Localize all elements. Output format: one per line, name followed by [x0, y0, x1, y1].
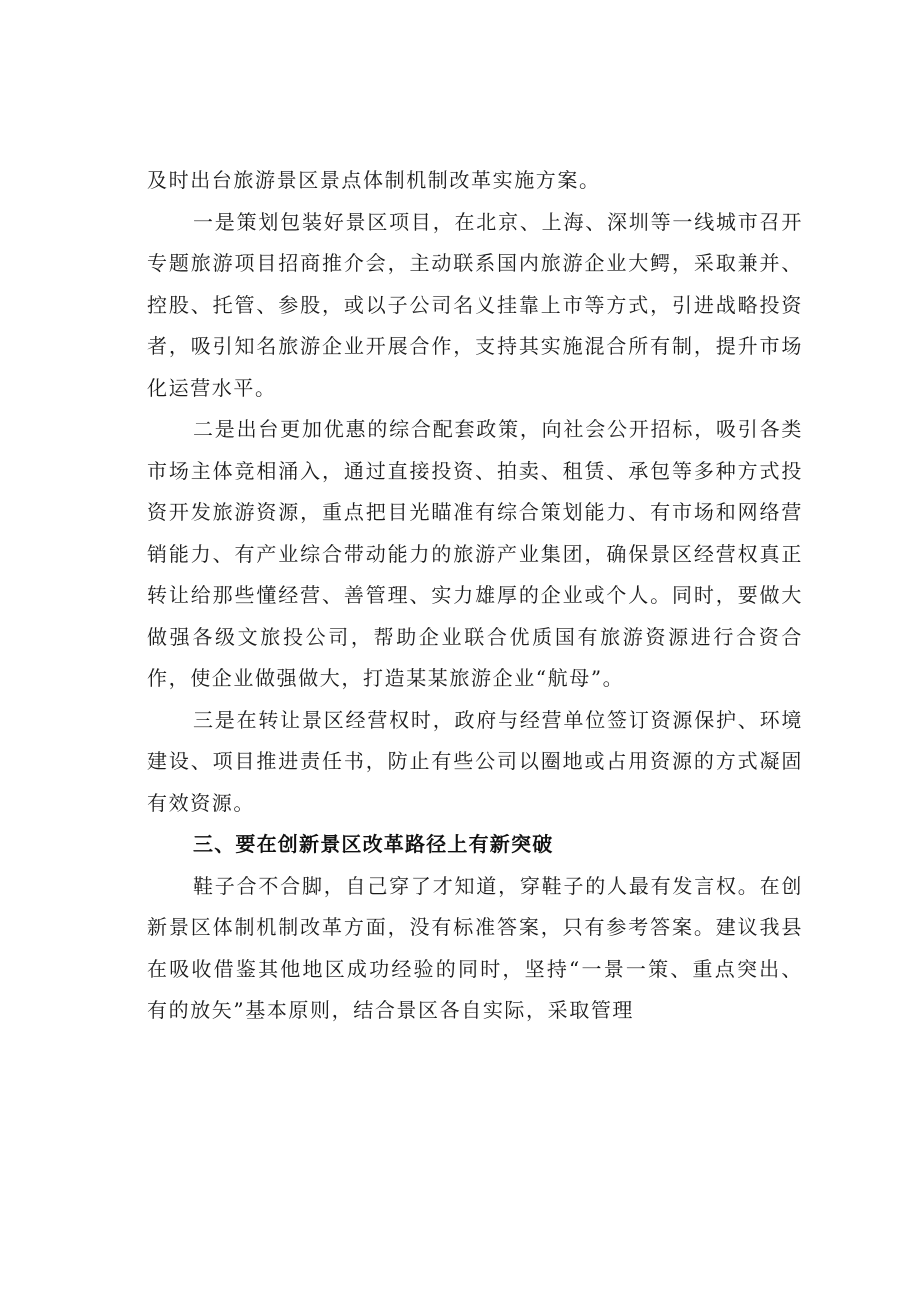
paragraph-section-intro: 鞋子合不合脚，自己穿了才知道，穿鞋子的人最有发言权。在创新景区体制机制改革方面，没有标准答案，只有参考答案。建议我县在吸收借鉴其他地区成功经验的同时，坚持“一景一策、重点突出、有的放矢”基本原则，结合景区各自实际，采取管理 — [147, 873, 803, 1022]
paragraph-continuation: 及时出台旅游景区景点体制机制改革实施方案。 — [147, 168, 601, 192]
document-body — [147, 160, 803, 1032]
paragraph-item-three: 三是在转让景区经营权时，政府与经营单位签订资源保护、环境建设、项目推进责任书，防止有些公司以圈地或占用资源的方式凝固有效资源。 — [147, 707, 803, 815]
paragraph-item-one: 一是策划包装好景区项目，在北京、上海、深圳等一线城市召开专题旅游项目招商推介会，主动联系国内旅游企业大鳄，采取兼并、控股、托管、参股，或以子公司名义挂靠上市等方式，引进战略投资者，吸引知名旅游企业开展合作，支持其实施混合所有制，提升市场化运营水平。 — [147, 209, 803, 400]
section-heading: 三、要在创新景区改革路径上有新突破 — [193, 832, 554, 856]
paragraph-item-two: 二是出台更加优惠的综合配套政策，向社会公开招标，吸引各类市场主体竞相涌入，通过直接投资、拍卖、租赁、承包等多种方式投资开发旅游资源，重点把目光瞄准有综合策划能力、有市场和网络营销能力、有产业综合带动能力的旅游产业集团，确保景区经营权真正转让给那些懂经营、善管理、实力雄厚的企业或个人。同时，要做大做强各级文旅投公司，帮助企业联合优质国有旅游资源进行合资合作，使企业做强做大，打造某某旅游企业“航母”。 — [147, 417, 803, 690]
